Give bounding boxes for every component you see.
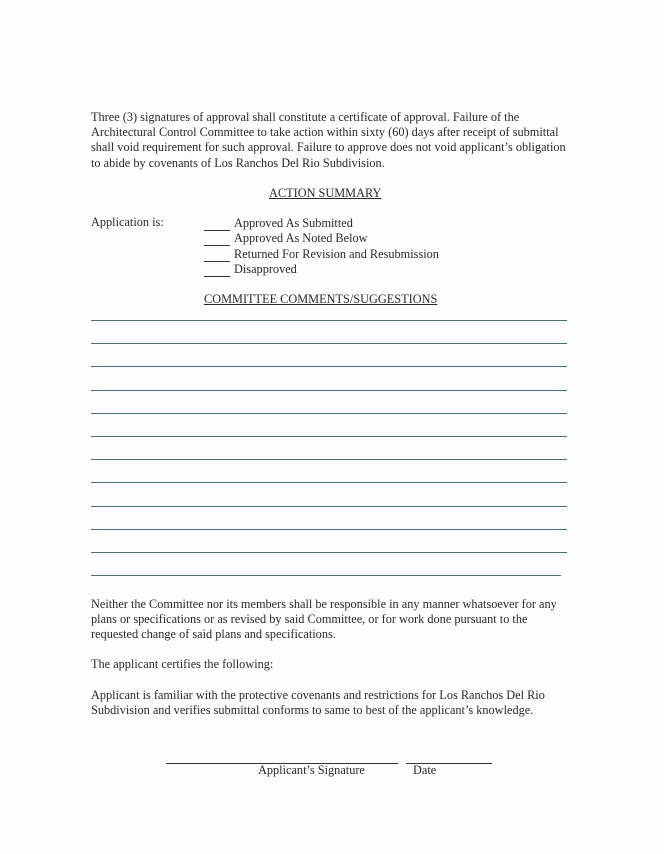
checkmark-blank[interactable] — [204, 219, 230, 231]
comment-line[interactable] — [91, 413, 567, 414]
option-disapproved[interactable] — [204, 262, 439, 278]
checkmark-blank[interactable] — [204, 250, 230, 262]
comment-line[interactable] — [91, 320, 567, 321]
option-approved-as-submitted[interactable] — [204, 215, 439, 231]
application-status-options — [204, 215, 439, 277]
applicant-signature-label: Applicant’s Signature — [258, 763, 365, 777]
option-returned-for-revision[interactable] — [204, 246, 439, 262]
checkmark-blank[interactable] — [204, 265, 230, 277]
comment-line[interactable] — [91, 552, 567, 553]
comment-line[interactable] — [91, 390, 567, 391]
liability-disclaimer-paragraph: Neither the Committee nor its members shall be responsible in any manner whatsoever for any plans or specifications or as revised by said Committee, or for work done pursuant to the requested change of said plans and specifications. — [91, 597, 557, 642]
committee-comments-heading: COMMITTEE COMMENTS/SUGGESTIONS — [204, 292, 438, 306]
comment-line[interactable] — [91, 482, 567, 483]
comment-line[interactable] — [91, 436, 567, 437]
application-status-label: Application is: — [91, 215, 164, 229]
comment-line[interactable] — [91, 366, 567, 367]
comment-line[interactable] — [91, 529, 567, 530]
option-label: Approved As Submitted — [234, 215, 353, 230]
comment-line[interactable] — [91, 575, 561, 576]
comment-lines-area[interactable] — [91, 320, 567, 598]
comment-line[interactable] — [91, 459, 567, 460]
comment-line[interactable] — [91, 506, 567, 507]
option-label: Approved As Noted Below — [234, 231, 368, 245]
action-summary-heading: ACTION SUMMARY — [269, 186, 382, 200]
comment-line[interactable] — [91, 343, 567, 344]
option-label: Disapproved — [234, 262, 297, 276]
approval-terms-paragraph: Three (3) signatures of approval shall constitute a certificate of approval. Failure of the Architectural Control Committee to take action within sixty (60) days after receipt of submittal shall void requirement for such approval. Failure to approve does not void applicant’s obligation to abide by covenants of Los Ranchos Del Rio Subdivision. — [91, 110, 566, 170]
option-approved-as-noted[interactable] — [204, 231, 439, 247]
familiarity-statement: Applicant is familiar with the protective covenants and restrictions for Los Ranchos Del Rio Subdivision and verifies submittal conforms to same to best of the applicant’s knowledge. — [91, 688, 545, 718]
certifies-statement: The applicant certifies the following: — [91, 657, 274, 671]
option-label: Returned For Revision and Resubmission — [234, 246, 439, 261]
checkmark-blank[interactable] — [204, 234, 230, 246]
date-label: Date — [413, 763, 437, 777]
